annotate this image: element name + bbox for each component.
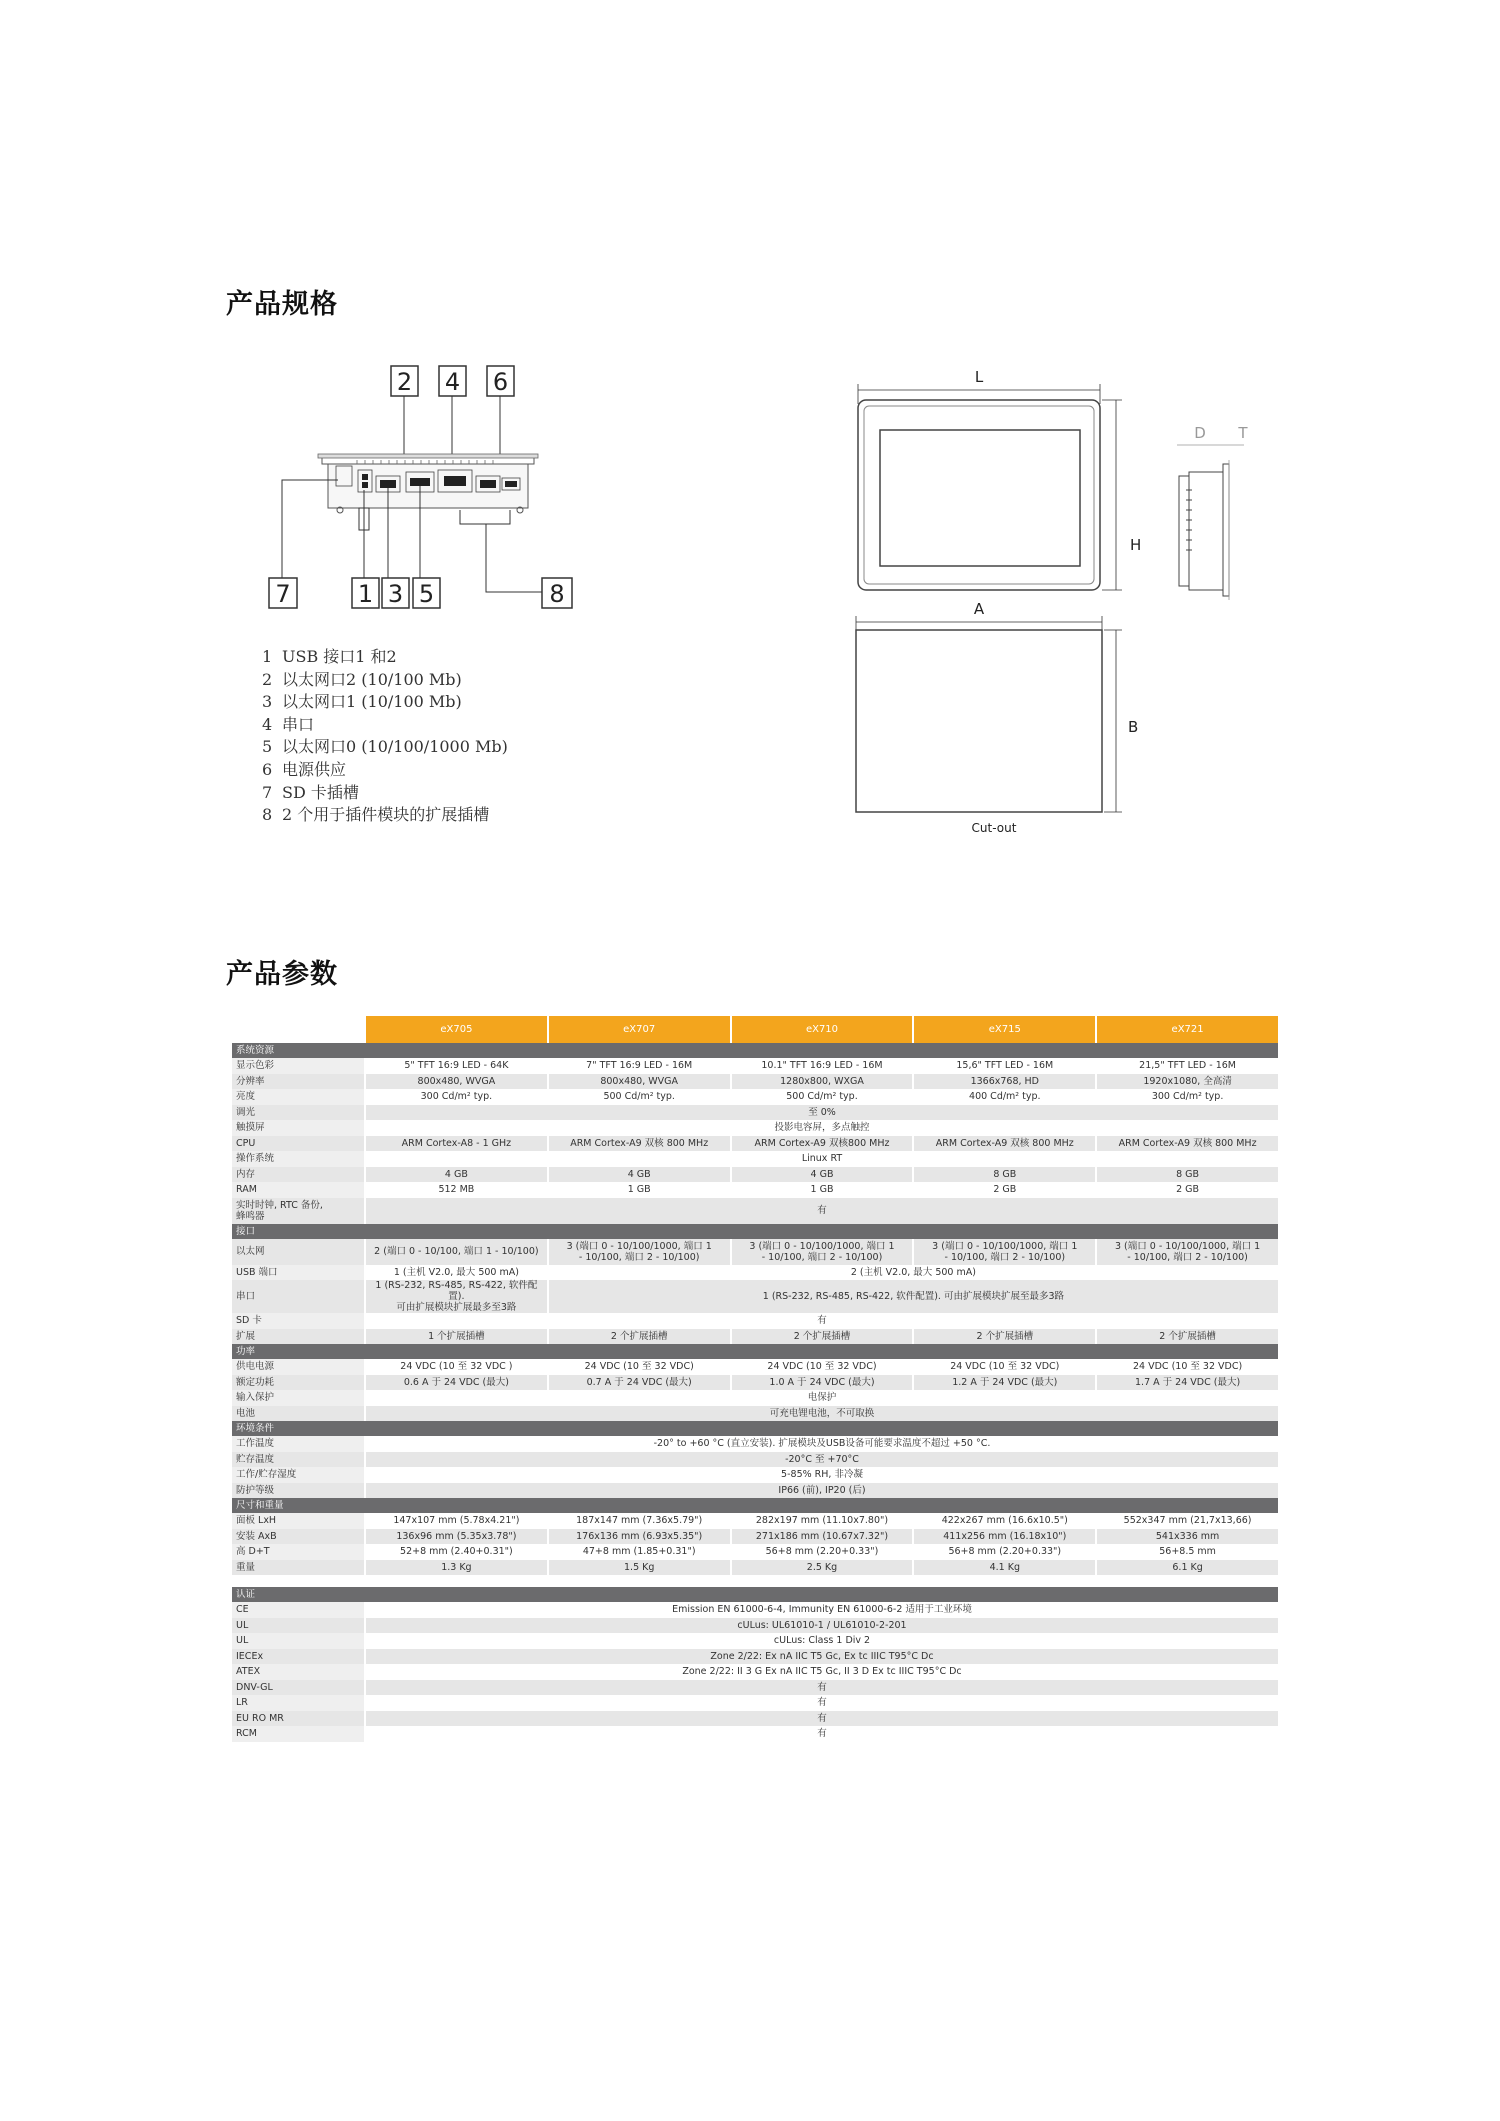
model-header: eX710 xyxy=(730,1016,913,1043)
section-title-specs: 产品规格 xyxy=(226,289,338,320)
dim-label-D: D xyxy=(1194,424,1206,442)
front-view xyxy=(858,368,1141,590)
dimension-drawing xyxy=(840,360,1290,850)
svg-text:2: 2 xyxy=(396,368,413,396)
svg-text:4: 4 xyxy=(444,368,461,396)
section-title-params: 产品参数 xyxy=(226,959,338,990)
table-row: 安装 AxB 136x96 mm (5.35x3.78") 176x136 mm (6.93x5.35") 271x186 mm (10.67x7.32") 411x256 mm (16.18x10") 541x336 mm xyxy=(232,1529,1278,1545)
table-row: LR 有 xyxy=(232,1695,1278,1711)
side-view xyxy=(1177,424,1248,600)
model-header: eX705 xyxy=(364,1016,547,1043)
callout-top-6 xyxy=(487,366,514,396)
dim-label-B: B xyxy=(1128,718,1139,736)
table-row: RAM 512 MB 1 GB 1 GB 2 GB 2 GB xyxy=(232,1182,1278,1198)
table-row: IECEx Zone 2/22: Ex nA IIC T5 Gc, Ex tc IIIC T95°C Dc xyxy=(232,1649,1278,1665)
legend-item: 6 电源供应 xyxy=(262,759,347,779)
table-row: 额定功耗 0.6 A 于 24 VDC (最大) 0.7 A 于 24 VDC (最大) 1.0 A 于 24 VDC (最大) 1.2 A 于 24 VDC (最大) 1.7 A 于 24 VDC (最大) xyxy=(232,1375,1278,1391)
table-row: 输入保护 电保护 xyxy=(232,1390,1278,1406)
table-row: 内存 4 GB 4 GB 4 GB 8 GB 8 GB xyxy=(232,1167,1278,1183)
table-row: 高 D+T 52+8 mm (2.40+0.31") 47+8 mm (1.85+0.31") 56+8 mm (2.20+0.33") 56+8 mm (2.20+0.33") 56+8.5 mm xyxy=(232,1544,1278,1560)
table-row: 电池 可充电锂电池，不可取换 xyxy=(232,1406,1278,1422)
table-row: 重量 1.3 Kg 1.5 Kg 2.5 Kg 4.1 Kg 6.1 Kg xyxy=(232,1560,1278,1576)
table-row: 串口 1 (RS-232, RS-485, RS-422, 软件配置). 可由扩展模块扩展最多至3路 1 (RS-232, RS-485, RS-422, 软件配置). 可由扩展模块扩展至最多3路 xyxy=(232,1280,1278,1313)
device-rear-body xyxy=(318,454,538,513)
section-row-power: 功率 xyxy=(232,1344,1278,1359)
callout-top-4 xyxy=(439,366,466,396)
table-row: 亮度 300 Cd/m² typ. 500 Cd/m² typ. 500 Cd/m² typ. 400 Cd/m² typ. 300 Cd/m² typ. xyxy=(232,1089,1278,1105)
legend-item: 7 SD 卡插槽 xyxy=(262,782,359,802)
callout-bottom-5 xyxy=(413,578,440,608)
table-row: 调光 至 0% xyxy=(232,1105,1278,1121)
table-row: SD 卡 有 xyxy=(232,1313,1278,1329)
table-row: 工作/贮存湿度 5-85% RH, 非冷凝 xyxy=(232,1467,1278,1483)
table-row: 工作温度 -20° to +60 °C (直立安装). 扩展模块及USB设备可能要求温度不超过 +50 °C. xyxy=(232,1436,1278,1452)
table-row: CE Emission EN 61000-6-4, Immunity EN 61000-6-2 适用于工业环境 xyxy=(232,1602,1278,1618)
model-header: eX715 xyxy=(912,1016,1095,1043)
table-row: 面板 LxH 147x107 mm (5.78x4.21") 187x147 mm (7.36x5.79") 282x197 mm (11.10x7.80") 422x267 mm (16.6x10.5") 552x347 mm (21,7x13,66) xyxy=(232,1513,1278,1529)
svg-text:1: 1 xyxy=(357,580,374,608)
table-row: 防护等级 IP66 (前), IP20 (后) xyxy=(232,1483,1278,1499)
table-row: CPU ARM Cortex-A8 - 1 GHz ARM Cortex-A9 双核 800 MHz ARM Cortex-A9 双核800 MHz ARM Cortex-A9 双核 800 MHz ARM Cortex-A9 双核 800 MHz xyxy=(232,1136,1278,1152)
table-row: 显示色彩 5" TFT 16:9 LED - 64K 7" TFT 16:9 LED - 16M 10.1" TFT 16:9 LED - 16M 15,6" TFT LED - 16M 21,5" TFT LED - 16M xyxy=(232,1058,1278,1074)
legend-item: 3 以太网口1 (10/100 Mb) xyxy=(262,692,462,712)
svg-text:5: 5 xyxy=(418,580,435,608)
table-row: 贮存温度 -20°C 至 +70°C xyxy=(232,1452,1278,1468)
dim-label-L: L xyxy=(974,368,984,386)
connector-legend xyxy=(262,646,508,827)
table-row: UL cULus: Class 1 Div 2 xyxy=(232,1633,1278,1649)
table-row: UL cULus: UL61010-1 / UL61010-2-201 xyxy=(232,1618,1278,1634)
model-header: eX721 xyxy=(1095,1016,1278,1043)
spec-table xyxy=(232,1016,1278,1742)
section-row-cert: 认证 xyxy=(232,1587,1278,1602)
dim-label-H: H xyxy=(1130,536,1142,554)
cutout-view xyxy=(856,600,1138,835)
callout-bottom-1 xyxy=(352,578,379,608)
table-row: 分辨率 800x480, WVGA 800x480, WVGA 1280x800, WXGA 1366x768, HD 1920x1080, 全高清 xyxy=(232,1074,1278,1090)
table-row: 供电电源 24 VDC (10 至 32 VDC ) 24 VDC (10 至 32 VDC) 24 VDC (10 至 32 VDC) 24 VDC (10 至 32 VDC) 24 VDC (10 至 32 VDC) xyxy=(232,1359,1278,1375)
callout-bottom-7 xyxy=(269,578,297,608)
legend-item: 5 以太网口0 (10/100/1000 Mb) xyxy=(262,737,508,757)
section-row-system: 系统资源 xyxy=(232,1043,1278,1058)
svg-text:7: 7 xyxy=(275,580,291,608)
table-row: 扩展 1 个扩展插槽 2 个扩展插槽 2 个扩展插槽 2 个扩展插槽 2 个扩展插槽 xyxy=(232,1329,1278,1345)
legend-item: 8 2 个用于插件模块的扩展插槽 xyxy=(262,805,490,825)
table-row: EU RO MR 有 xyxy=(232,1711,1278,1727)
dim-label-T: T xyxy=(1238,424,1248,442)
svg-text:3: 3 xyxy=(387,580,404,608)
table-header-row xyxy=(232,1016,1278,1043)
callout-top-2 xyxy=(391,366,418,396)
rear-panel-diagram xyxy=(262,360,592,620)
section-row-size: 尺寸和重量 xyxy=(232,1498,1278,1513)
table-row: 操作系统 Linux RT xyxy=(232,1151,1278,1167)
table-row: 以太网 2 (端口 0 - 10/100, 端口 1 - 10/100) 3 (端口 0 - 10/100/1000, 端口 1 - 10/100, 端口 2 - 10/100) 3 (端口 0 - 10/100/1000, 端口 1 - 10/100, 端口 2 - 10/100) 3 (端口 0 - 10/100/1000, 端口 1 - 10/100, 端口 2 - 10/100) 3 (端口 0 - 10/100/1000, 端口 1 - 10/100, 端口 2 - 10/100) xyxy=(232,1239,1278,1265)
svg-text:8: 8 xyxy=(549,580,565,608)
model-header: eX707 xyxy=(547,1016,730,1043)
table-row: 实时时钟, RTC 备份, 蜂鸣器 有 xyxy=(232,1198,1278,1224)
callout-bottom-3 xyxy=(382,578,409,608)
legend-item: 2 以太网口2 (10/100 Mb) xyxy=(262,669,462,689)
table-row: ATEX Zone 2/22: II 3 G Ex nA IIC T5 Gc, II 3 D Ex tc IIIC T95°C Dc xyxy=(232,1664,1278,1680)
section-row-interfaces: 接口 xyxy=(232,1224,1278,1239)
table-row: 触摸屏 投影电容屏，多点触控 xyxy=(232,1120,1278,1136)
callout-bottom-8 xyxy=(542,578,572,608)
legend-item: 4 串口 xyxy=(262,714,315,734)
dim-label-A: A xyxy=(973,600,985,618)
table-row: USB 端口 1 (主机 V2.0, 最大 500 mA) 2 (主机 V2.0, 最大 500 mA) xyxy=(232,1265,1278,1281)
section-row-env: 环境条件 xyxy=(232,1421,1278,1436)
svg-text:6: 6 xyxy=(492,368,509,396)
table-row: DNV-GL 有 xyxy=(232,1680,1278,1696)
cutout-label: Cut-out xyxy=(971,821,1017,835)
spacer-row xyxy=(232,1575,1278,1587)
table-row: RCM 有 xyxy=(232,1726,1278,1742)
legend-item: 1 USB 接口1 和2 xyxy=(262,647,397,666)
